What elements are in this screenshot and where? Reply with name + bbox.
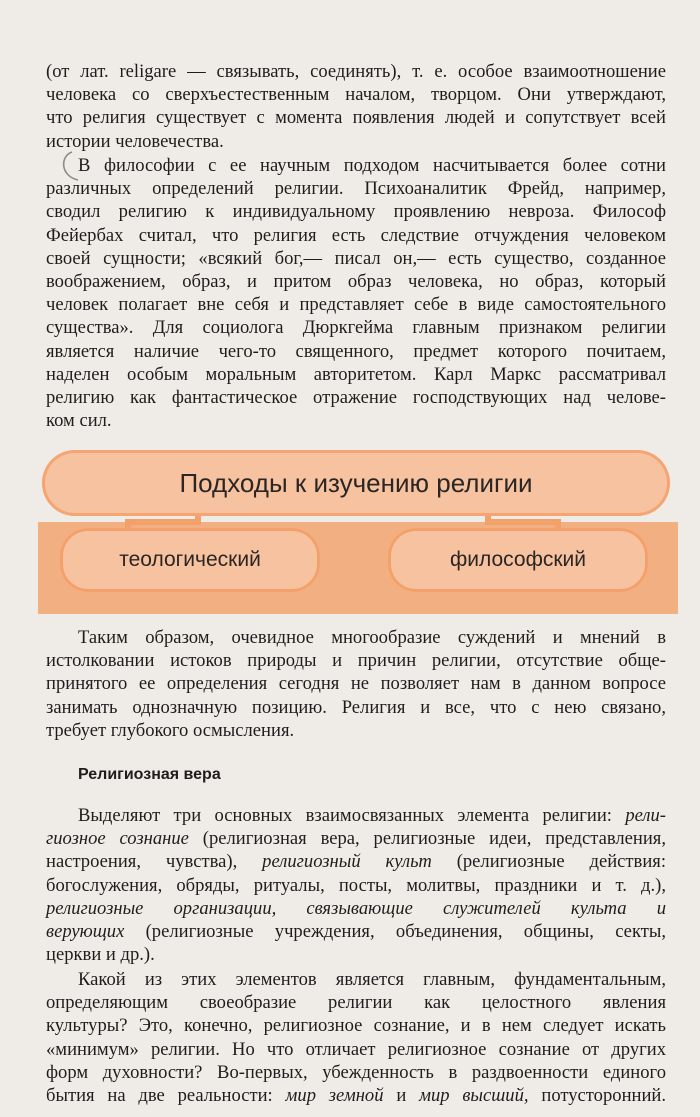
emphasis: рели- [625, 805, 666, 826]
text-line: форм духовности? Во-первых, убежденность в раздвоенности единого [46, 1061, 666, 1083]
text-line: истолковании истоков природы и причин религии, отсутствие обще- [46, 650, 666, 672]
text-line: наделен особым моральным авторитетом. Карл Маркс рассматривал [46, 363, 666, 385]
emphasis: гиозное сознание [46, 828, 189, 850]
text-line: воображением, образ, и притом образ человека, но образ, который [46, 271, 666, 293]
text-line: В философии с ее научным подходом насчитывается более сотни [78, 155, 666, 176]
theological-approach: теологический [60, 528, 320, 592]
text-line: религию как фантастическое отражение господствующих над челове- [46, 387, 666, 409]
text-line: определяющим своеобразие религии как целостного явления [46, 992, 666, 1014]
paragraph-3 [46, 626, 666, 742]
text-line: богослужения, обряды, ритуалы, посты, молитвы, праздники и т. д.), [46, 874, 666, 896]
text-line [46, 827, 666, 850]
text-run: потусторонний. [528, 1085, 667, 1107]
approaches-diagram [38, 444, 678, 616]
text-line: требует глубокого осмысления. [46, 719, 295, 741]
text-line: существа». Для социолога Дюркгейма главным признаком религии [46, 317, 666, 339]
text-line [46, 804, 666, 827]
text-run: (религиозные действия: [431, 851, 666, 873]
emphasis: мир земной [285, 1085, 384, 1107]
text-line: истории человечества. [46, 130, 224, 152]
text-line: церкви и др.). [46, 944, 155, 966]
text-line: занимать однозначную позицию. Религия и все, что с нею связано, [46, 696, 666, 718]
text-line: человек полагает вне себя и представляет себе в виде самостоятельного [46, 294, 666, 316]
diagram-title: Подходы к изучению религии [42, 450, 670, 516]
philosophical-approach: философский [388, 528, 648, 592]
text-run: Выделяют три основных взаимосвязанных элемента религии: [78, 805, 626, 826]
text-line: сводил религию к индивидуальному проявлению невроза. Философ [46, 201, 666, 223]
emphasis: религиозный культ [262, 851, 432, 873]
emphasis: верующих [46, 921, 125, 943]
paragraph-4 [46, 804, 666, 966]
text-line: человека со сверхъестественным началом, творцом. Они утверждают, [46, 84, 666, 106]
text-run: (религиозная вера, религиозные идеи, представления, [188, 828, 666, 850]
text-line: Какой из этих элементов является главным, фундаментальным, [78, 969, 666, 990]
text-line: ком сил. [46, 410, 112, 432]
text-line: культуры? Это, конечно, религиозное сознание, и в нем следует искать [46, 1015, 666, 1037]
text-line: Таким образом, очевидное многообразие суждений и мнений в [78, 627, 666, 648]
text-line: что религия существует с момента появления людей и сопутствует всей [46, 107, 666, 129]
text-line: различных определений религии. Психоаналитик Фрейд, например, [46, 178, 666, 200]
text-line [46, 1084, 666, 1107]
text-line: является наличие чего-то священного, предмет которого почитаем, [46, 340, 666, 362]
emphasis: мир высший, [419, 1085, 529, 1107]
text-line: принятого ее определения сегодня не позволяет нам в данном вопросе [46, 673, 666, 695]
section-heading: Религиозная вера [78, 766, 221, 783]
emphasis: религиозные организации, связывающие служителей культа и [46, 897, 666, 919]
text-line [46, 850, 666, 873]
text-run: (религиозные учреждения, объединения, общины, секты, [124, 921, 666, 943]
paragraph-1 [46, 60, 666, 153]
text-line [46, 897, 666, 920]
text-line: своей сущности; «всякий бог,— писал он,— есть существо, созданное [46, 247, 666, 269]
paragraph-2 [46, 154, 666, 432]
text-line: (от лат. religare — связывать, соединять), т. е. особое взаимоотношение [46, 61, 666, 82]
text-line [46, 920, 666, 943]
text-run: настроения, чувства), [46, 851, 263, 873]
text-run: и [383, 1085, 420, 1107]
paragraph-5 [46, 968, 666, 1107]
text-line: «минимум» религии. Но что отличает религиозное сознание от других [46, 1038, 666, 1060]
text-run: бытия на две реальности: [46, 1085, 286, 1107]
text-line: Фейербах считал, что религия есть следствие отчуждения человеком [46, 224, 666, 246]
